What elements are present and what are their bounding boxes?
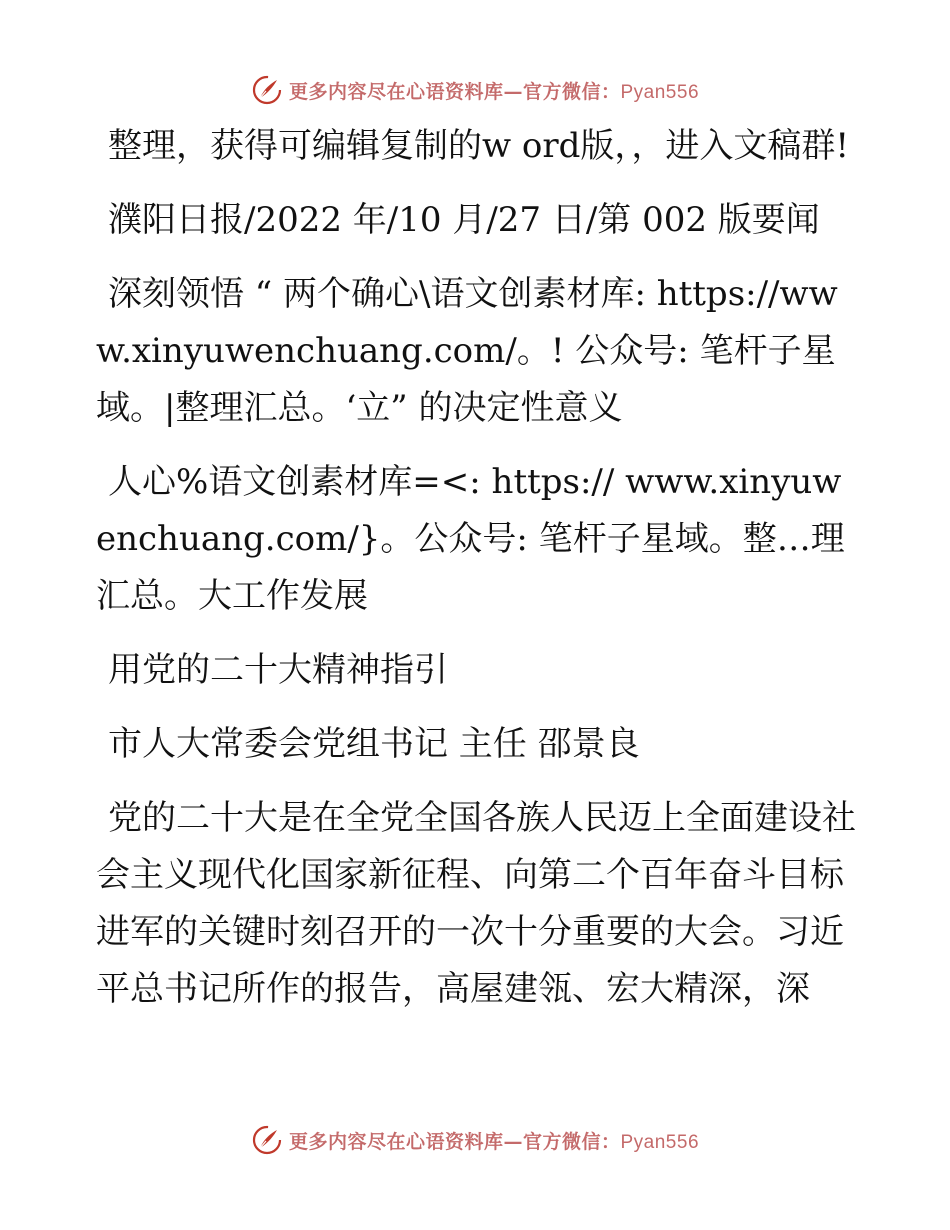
banner-text [289, 1127, 699, 1154]
feather-pen-logo-icon [251, 74, 283, 106]
document-body [96, 118, 856, 1018]
footer-banner [0, 1120, 950, 1160]
banner-wechat-id: Pyan556 [620, 1131, 700, 1153]
banner-text-cn: 更多内容尽在心语资料库—官方微信： [288, 80, 621, 103]
paragraph-source: 濮阳日报/2022 年/10 月/27 日/第 002 版要闻 [108, 200, 820, 240]
banner-wechat-id: Pyan556 [620, 81, 700, 103]
paragraph-headline-part1: 深刻领悟 “ 两个确心\语文创素材库: https://www.xinyuwenchuang.com/。! 公众号: 笔杆子星域。|整理汇总。‘立” 的决定性意义 [96, 274, 838, 428]
paragraph-note: 整理，获得可编辑复制的w ord版，，进入文稿群! [108, 126, 850, 166]
paragraph-headline-part3: 用党的二十大精神指引 [108, 650, 448, 690]
paragraph-headline-part2: 人心%语文创素材库=<: https:// www.xinyuwenchuang.com/}。公众号: 笔杆子星域。整…理汇总。大工作发展 [96, 462, 845, 616]
paragraph-body: 党的二十大是在全党全国各族人民迈上全面建设社会主义现代化国家新征程、向第二个百年奋斗目标进军的关键时刻召开的一次十分重要的大会。习近平总书记所作的报告，高屋建瓴、宏大精深，深 [96, 798, 856, 1009]
banner-text-cn: 更多内容尽在心语资料库—官方微信： [288, 1130, 621, 1153]
header-banner [0, 70, 950, 110]
banner-text [289, 77, 699, 104]
feather-pen-logo-icon [251, 1124, 283, 1156]
paragraph-author: 市人大常委会党组书记 主任 邵景良 [108, 724, 640, 764]
